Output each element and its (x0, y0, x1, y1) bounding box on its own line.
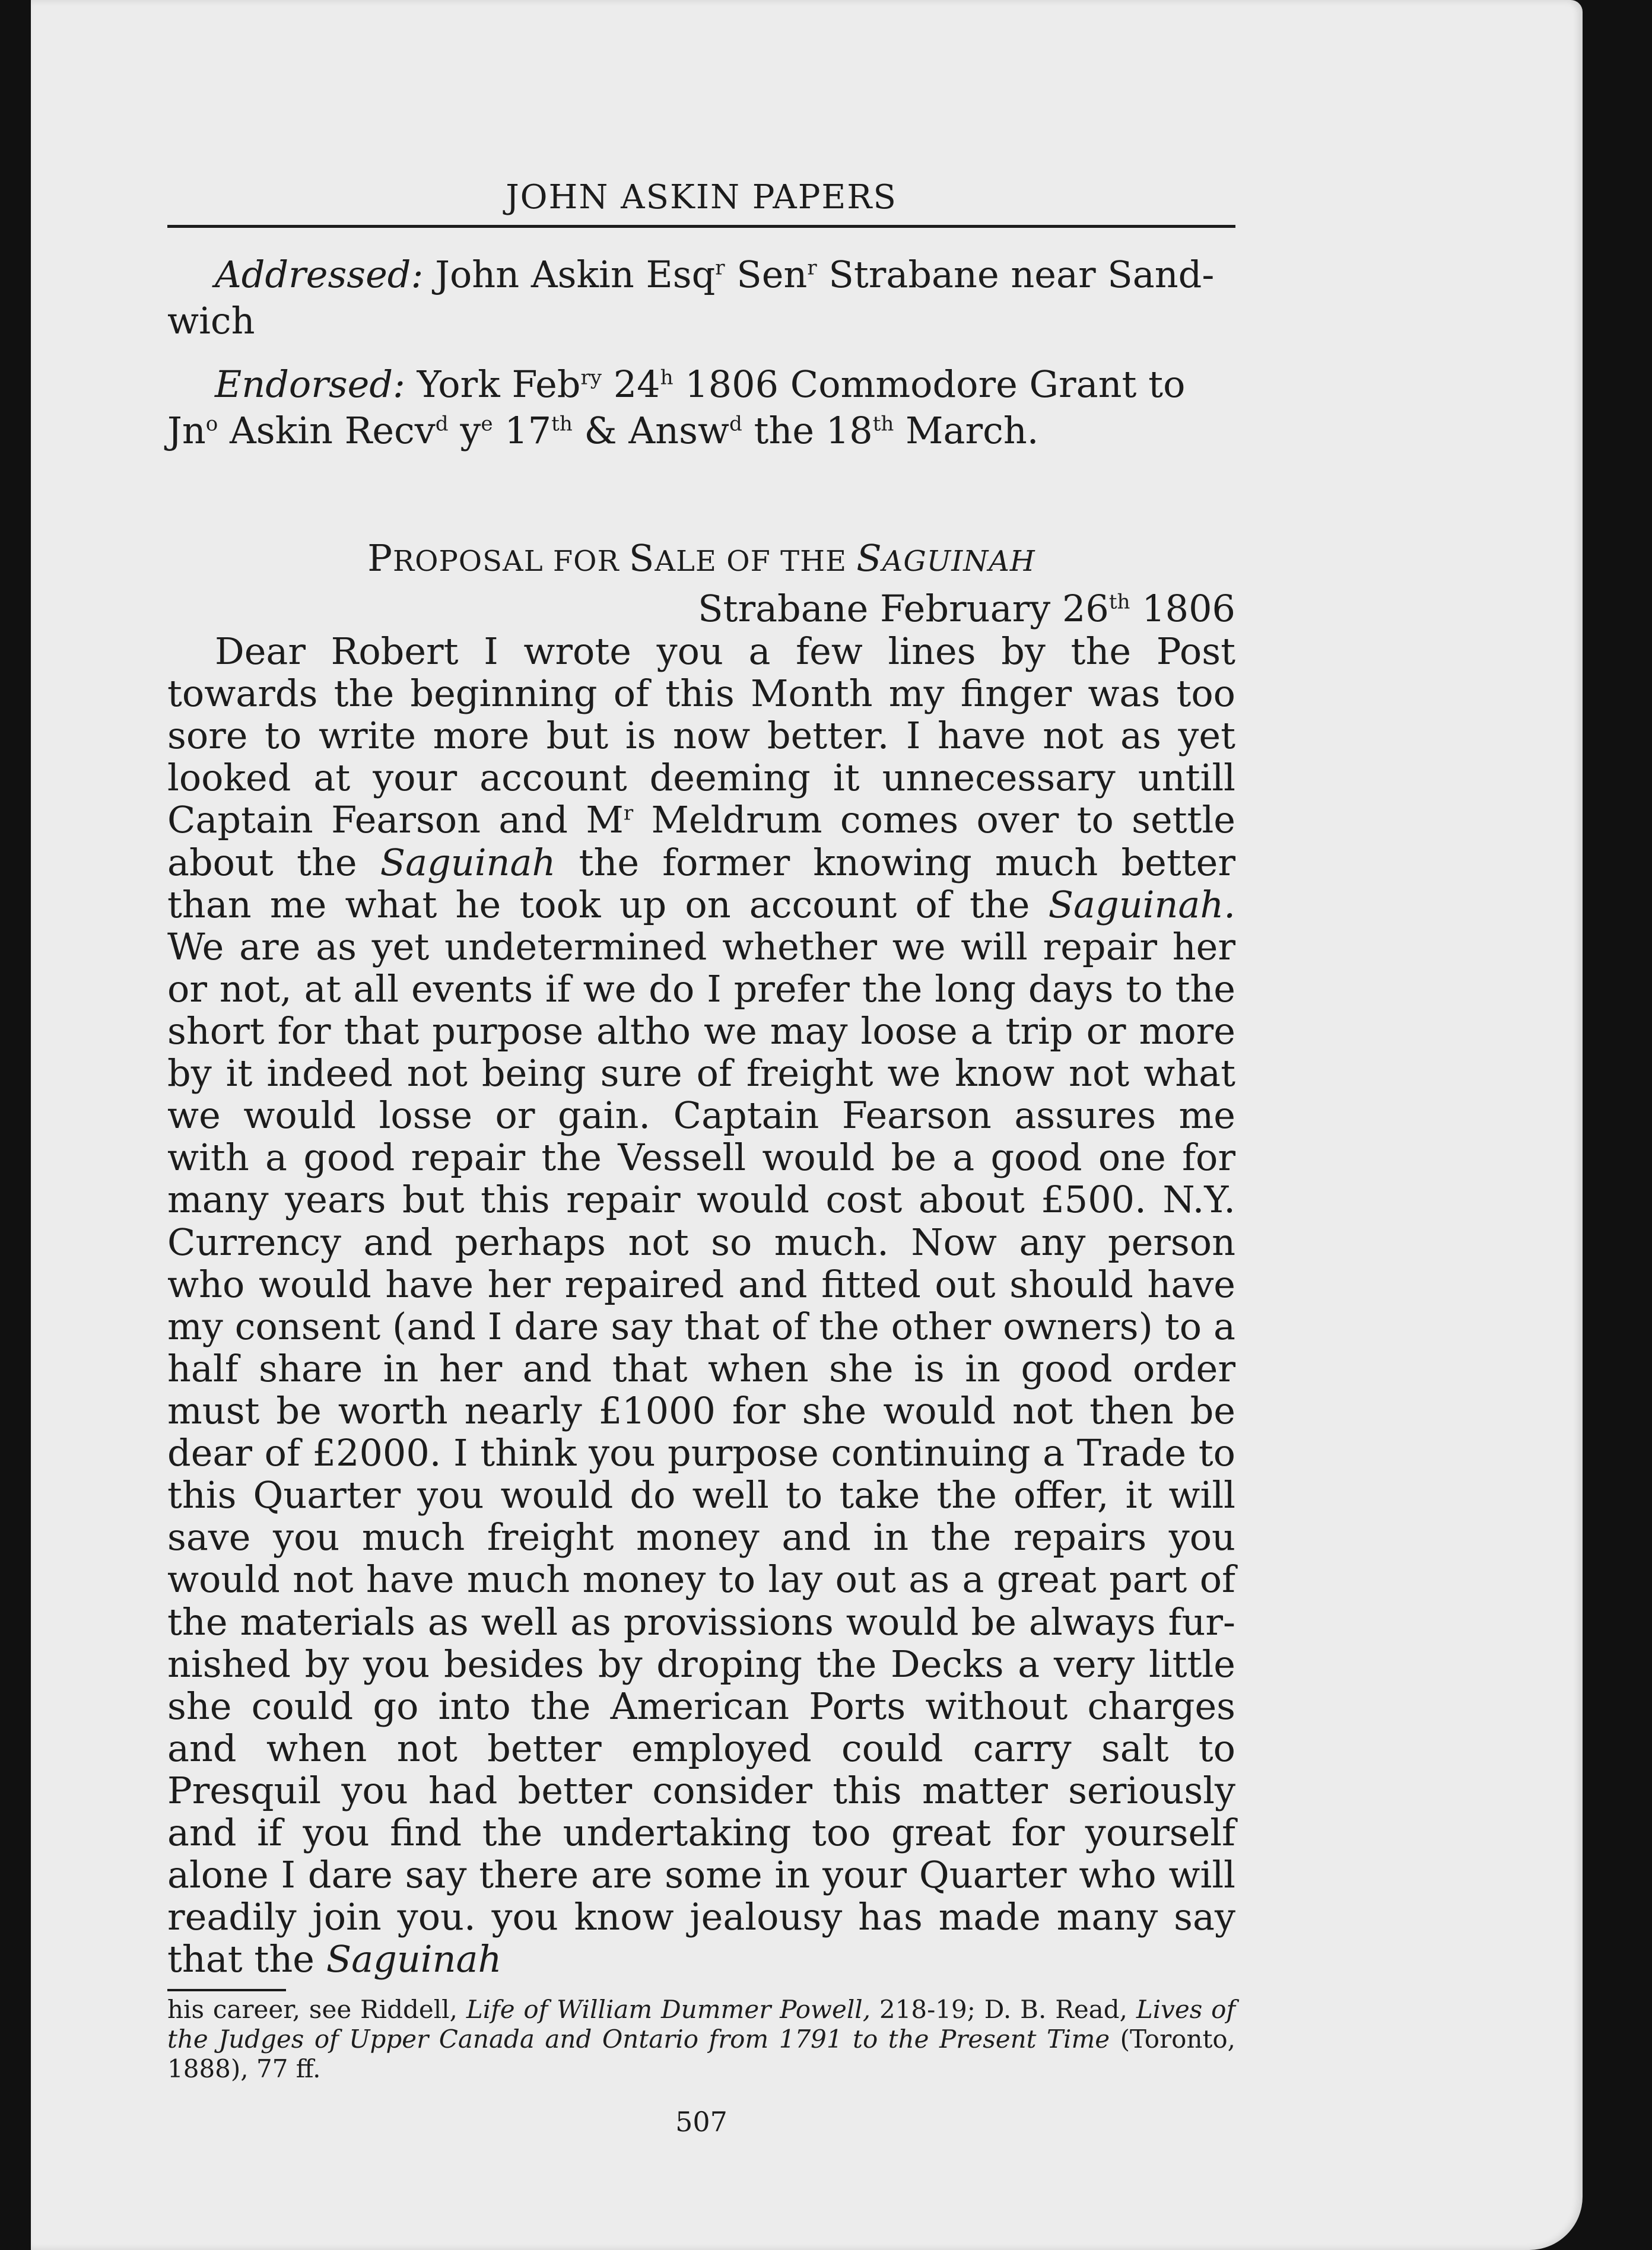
endorsement-label: Endorsed: (215, 363, 405, 406)
address-line: Addressed: John Askin Esq$^r$ Sen$^r$ Strabane near Sand- wich (167, 253, 1215, 342)
letter-body: Dear Robert I wrote you a few lines by the Post towards the beginning of this Month my finger was too sore to write more but is now better. I have not as yet looked at your account deeming it unnecessary untill Captain Fearson and $M^r$ Meldrum comes over to settle about the Saguinah the former knowing much better than me what he took up on account of the Saguinah. We are as yet undetermined whether we will repair her or not, at all events if we do I prefer the long days to the short for that purpose altho we may loose a trip or more by it indeed not being sure of freight we know not what we would losse or gain. Captain Fearson assures me with a good repair the Vessell would be a good one for many years but this repair would cost about £500. N.Y. Currency and perhaps not so much. Now any person who would have her repaired and fitted out should have my consent (and I dare say that of the other owners) to a half share in her and that when she is in good order must be worth nearly £1000 for she would not then be dear of £2000. I think you purpose continuing a Trade to this Quarter you would do well to take the offer, it will save you much freight money and in the repairs you would not have much money to lay out as a great part of the materials as well as provissions would be always fur- nished by you besides by droping the Decks a very little she could go into the American Ports without charges and when not better employed could carry salt to Presquil you had better consider this matter seriously and if you find the undertaking too great for yourself alone I dare say there are some in your Quarter who will readily join you. you know jealousy has made many say that the Saguinah (167, 630, 1235, 1981)
endorsement: Endorsed: York Feb$^{ry}$ 24$^h$ 1806 Commodore Grant to Jn$^o$ Askin Recv$^d$ $y^e$ 17th & Answ$^d$ the 18th March. (167, 363, 1186, 452)
running-head: JOHN ASKIN PAPERS (167, 178, 1235, 228)
section-title: PROPOSAL FOR SALE OF THE SAGUINAH (367, 536, 1035, 580)
page-number: 507 (675, 2105, 727, 2138)
address-label: Addressed: (215, 253, 424, 296)
footnote-rule (167, 1989, 286, 1991)
footnote: his career, see Riddell, Life of William Dummer Powell, 218-19; D. B. Read, Lives of the Judges of Upper Canada and Ontario from 1791 to the Present Time (Toronto, 1888), 77 ff. (167, 1994, 1236, 2084)
book-page (31, 0, 1583, 2250)
text-block (167, 178, 1235, 2138)
letter-dateline: Strabane February 26th 1806 (698, 587, 1235, 630)
